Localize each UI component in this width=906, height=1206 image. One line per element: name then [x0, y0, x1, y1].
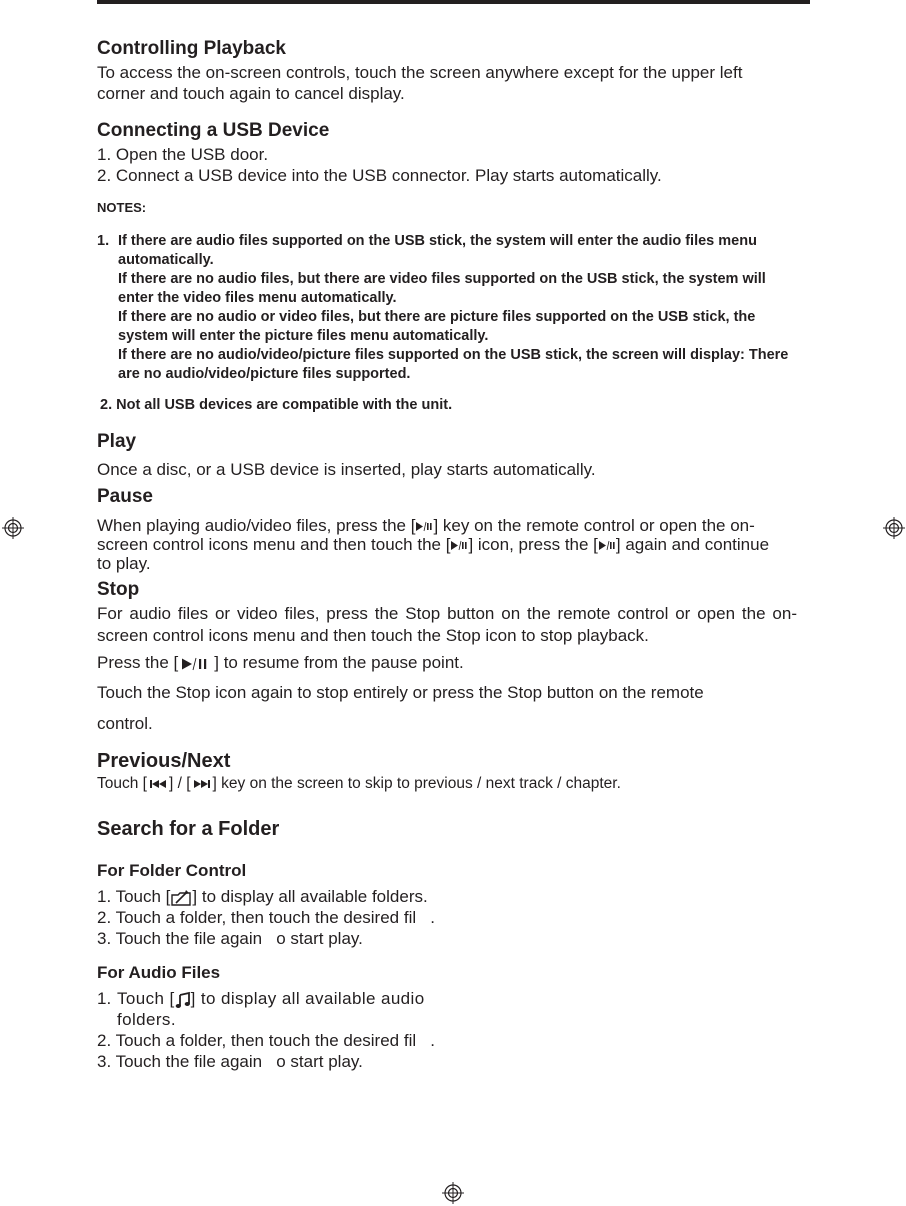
pause-text-part: ] key on the remote control or open the on-screen control icons menu and then touch the [	[97, 516, 755, 554]
play-pause-icon	[178, 657, 214, 671]
registration-mark-icon	[883, 517, 905, 539]
note-line: If there are no audio or video files, but there are picture files supported on the USB stick, the system will enter the picture files menu automatically.	[118, 309, 756, 344]
play-text: Once a disc, or a USB device is inserted, play starts automatically.	[97, 460, 596, 479]
next-track-icon	[191, 778, 213, 790]
usb-title: Connecting a USB Device	[97, 120, 330, 141]
stop-text: For audio files or video files, press the Stop button on the remote control or open the on-screen control icons menu and then touch the Stop icon to stop playback.	[97, 604, 797, 645]
previous-next-title: Previous/Next	[97, 750, 231, 772]
audio-step-1	[97, 988, 800, 1030]
usb-note-1	[97, 232, 800, 384]
controlling-playback-title: Controlling Playback	[97, 38, 286, 59]
note-number: 1.	[97, 233, 110, 249]
usb-step-1: 1. Open the USB door.	[97, 145, 269, 164]
stop-resume-part: ] to resume from the pause point.	[214, 653, 464, 672]
folder-step-1-part: 1. Touch [	[97, 887, 171, 906]
search-folder-title: Search for a Folder	[97, 818, 280, 840]
registration-mark-icon	[442, 1182, 464, 1204]
folder-step-1-part: ] to display all available folders.	[192, 887, 428, 906]
pause-text-part: When playing audio/video files, press the [	[97, 516, 416, 535]
note-line: If there are no audio files, but there are video files supported on the USB stick, the system will enter the video files menu automatically.	[118, 271, 766, 306]
controlling-playback-text: To access the on-screen controls, touch the screen anywhere except for the upper left corner and touch again to cancel display.	[97, 63, 743, 103]
pause-text-part: ] again and continue to play.	[97, 535, 770, 573]
note-line: If there are audio files supported on the USB stick, the system will enter the audio files menu automatically.	[118, 233, 757, 268]
folder-control-title: For Folder Control	[97, 861, 247, 880]
prevnext-part: ] / [	[168, 775, 191, 792]
audio-files-title: For Audio Files	[97, 963, 221, 982]
top-rule	[97, 0, 810, 4]
folder-step-1	[97, 886, 800, 907]
pause-text-part: ] icon, press the [	[468, 535, 598, 554]
notes-label: NOTES:	[97, 200, 147, 215]
play-pause-icon	[450, 540, 468, 551]
music-note-icon	[175, 991, 191, 1009]
stop-resume-part: Press the [	[97, 653, 179, 672]
stop-resume-text	[97, 652, 800, 673]
folder-step-3: 3. Touch the file again o start play.	[97, 929, 363, 948]
play-title: Play	[97, 431, 137, 452]
previous-next-text	[97, 774, 800, 794]
pause-text	[97, 516, 787, 573]
prevnext-part: ] key on the screen to skip to previous / next track / chapter.	[212, 775, 621, 792]
audio-step-1-part: Touch [	[117, 989, 175, 1008]
stop-title: Stop	[97, 579, 140, 600]
audio-step-1-text	[117, 988, 487, 1030]
audio-step-1-part: ] to display all available audio folders.	[117, 989, 425, 1029]
stop-again-text: Touch the Stop icon again to stop entirely or press the Stop button on the remote control.	[97, 683, 704, 733]
play-pause-icon	[415, 521, 433, 532]
pause-title: Pause	[97, 486, 153, 507]
folder-step-2: 2. Touch a folder, then touch the desired fil .	[97, 908, 436, 927]
registration-mark-icon	[2, 517, 24, 539]
usb-note-2: 2. Not all USB devices are compatible with the unit.	[100, 397, 453, 413]
audio-step-1-number: 1.	[97, 989, 112, 1008]
previous-track-icon	[147, 778, 169, 790]
audio-step-2: 2. Touch a folder, then touch the desired fil .	[97, 1031, 436, 1050]
play-pause-icon	[598, 540, 616, 551]
note-line: If there are no audio/video/picture files supported on the USB stick, the screen will display: There are no audio/video/picture files supported.	[118, 347, 789, 382]
folder-icon	[170, 889, 192, 907]
manual-page	[97, 36, 800, 1072]
audio-step-3: 3. Touch the file again o start play.	[97, 1052, 363, 1071]
usb-step-2: 2. Connect a USB device into the USB connector. Play starts automatically.	[97, 166, 662, 185]
prevnext-part: Touch [	[97, 775, 147, 792]
